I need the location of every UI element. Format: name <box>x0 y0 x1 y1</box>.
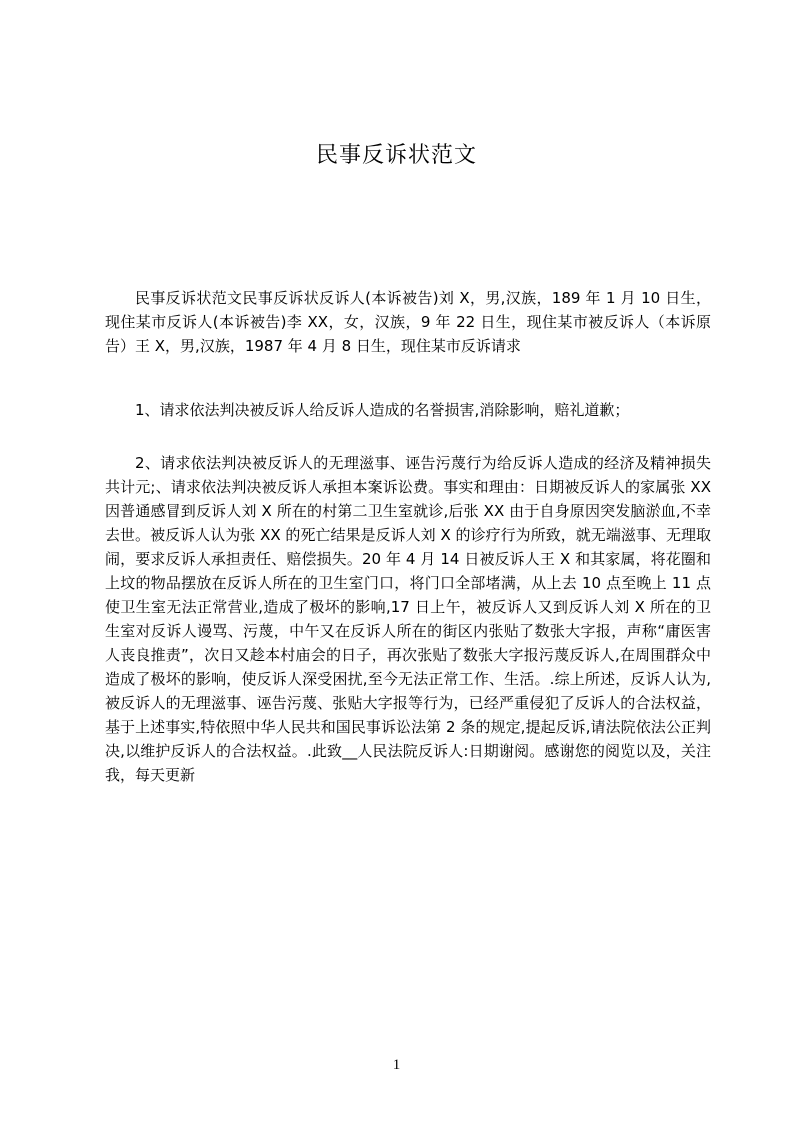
paragraph-request-1: 1、请求依法判决被反诉人给反诉人造成的名誉损害,消除影响，赔礼道歉； <box>135 401 630 419</box>
paragraph-request-2-and-facts: 2、请求依法判决被反诉人的无理滋事、诬告污蔑行为给反诉人造成的经济及精神损失共计元;、请求依法判决被反诉人承担本案诉讼费。事实和理由：日期被反诉人的家属张 XX 因普通感冒到反诉人刘 X 所在的村第二卫生室就诊,后张 XX 由于自身原因突发脑淤血,不幸去世。被反诉人认为张 XX 的死亡结果是反诉人刘 X 的诊疗行为所致，就无端滋事、无理取闹，要求反诉人承担责任、赔偿损失。20 年 4 月 14 日被反诉人王 X 和其家属，将花圈和上坟的物品摆放在反诉人所在的卫生室门口，将门口全部堵满，从上去 10 点至晚上 11 点使卫生室无法正常营业,造成了极坏的影响,17 日上午，被反诉人又到反诉人刘 X 所在的卫生室对反诉人谩骂、污蔑，中午又在反诉人所在的街区内张贴了数张大字报，声称“庸医害人丧良推责”，次日又趁本村庙会的日子，再次张贴了数张大字报污蔑反诉人,在周围群众中造成了极坏的影响，使反诉人深受困扰,至今无法正常工作、生活。.综上所述，反诉人认为,被反诉人的无理滋事、诬告污蔑、张贴大字报等行为，已经严重侵犯了反诉人的合法权益，基于上述事实,特依照中华人民共和国民事诉讼法第 2 条的规定,提起反诉,请法院依法公正判决,以维护反诉人的合法权益。.此致__人民法院反诉人:日期谢阅。感谢您的阅览以及，关注我，每天更新 <box>105 454 711 784</box>
page-number: 1 <box>392 1057 401 1073</box>
paragraph-intro: 民事反诉状范文民事反诉状反诉人(本诉被告)刘 X，男,汉族，189 年 1 月 10 日生，现住某市反诉人(本诉被告)李 XX，女，汉族，9 年 22 日生，现住某市被反诉人（本诉原告）王 X，男,汉族，1987 年 4 月 8 日生，现住某市反诉请求 <box>105 289 711 355</box>
page-title: 民事反诉状范文 <box>315 143 477 168</box>
